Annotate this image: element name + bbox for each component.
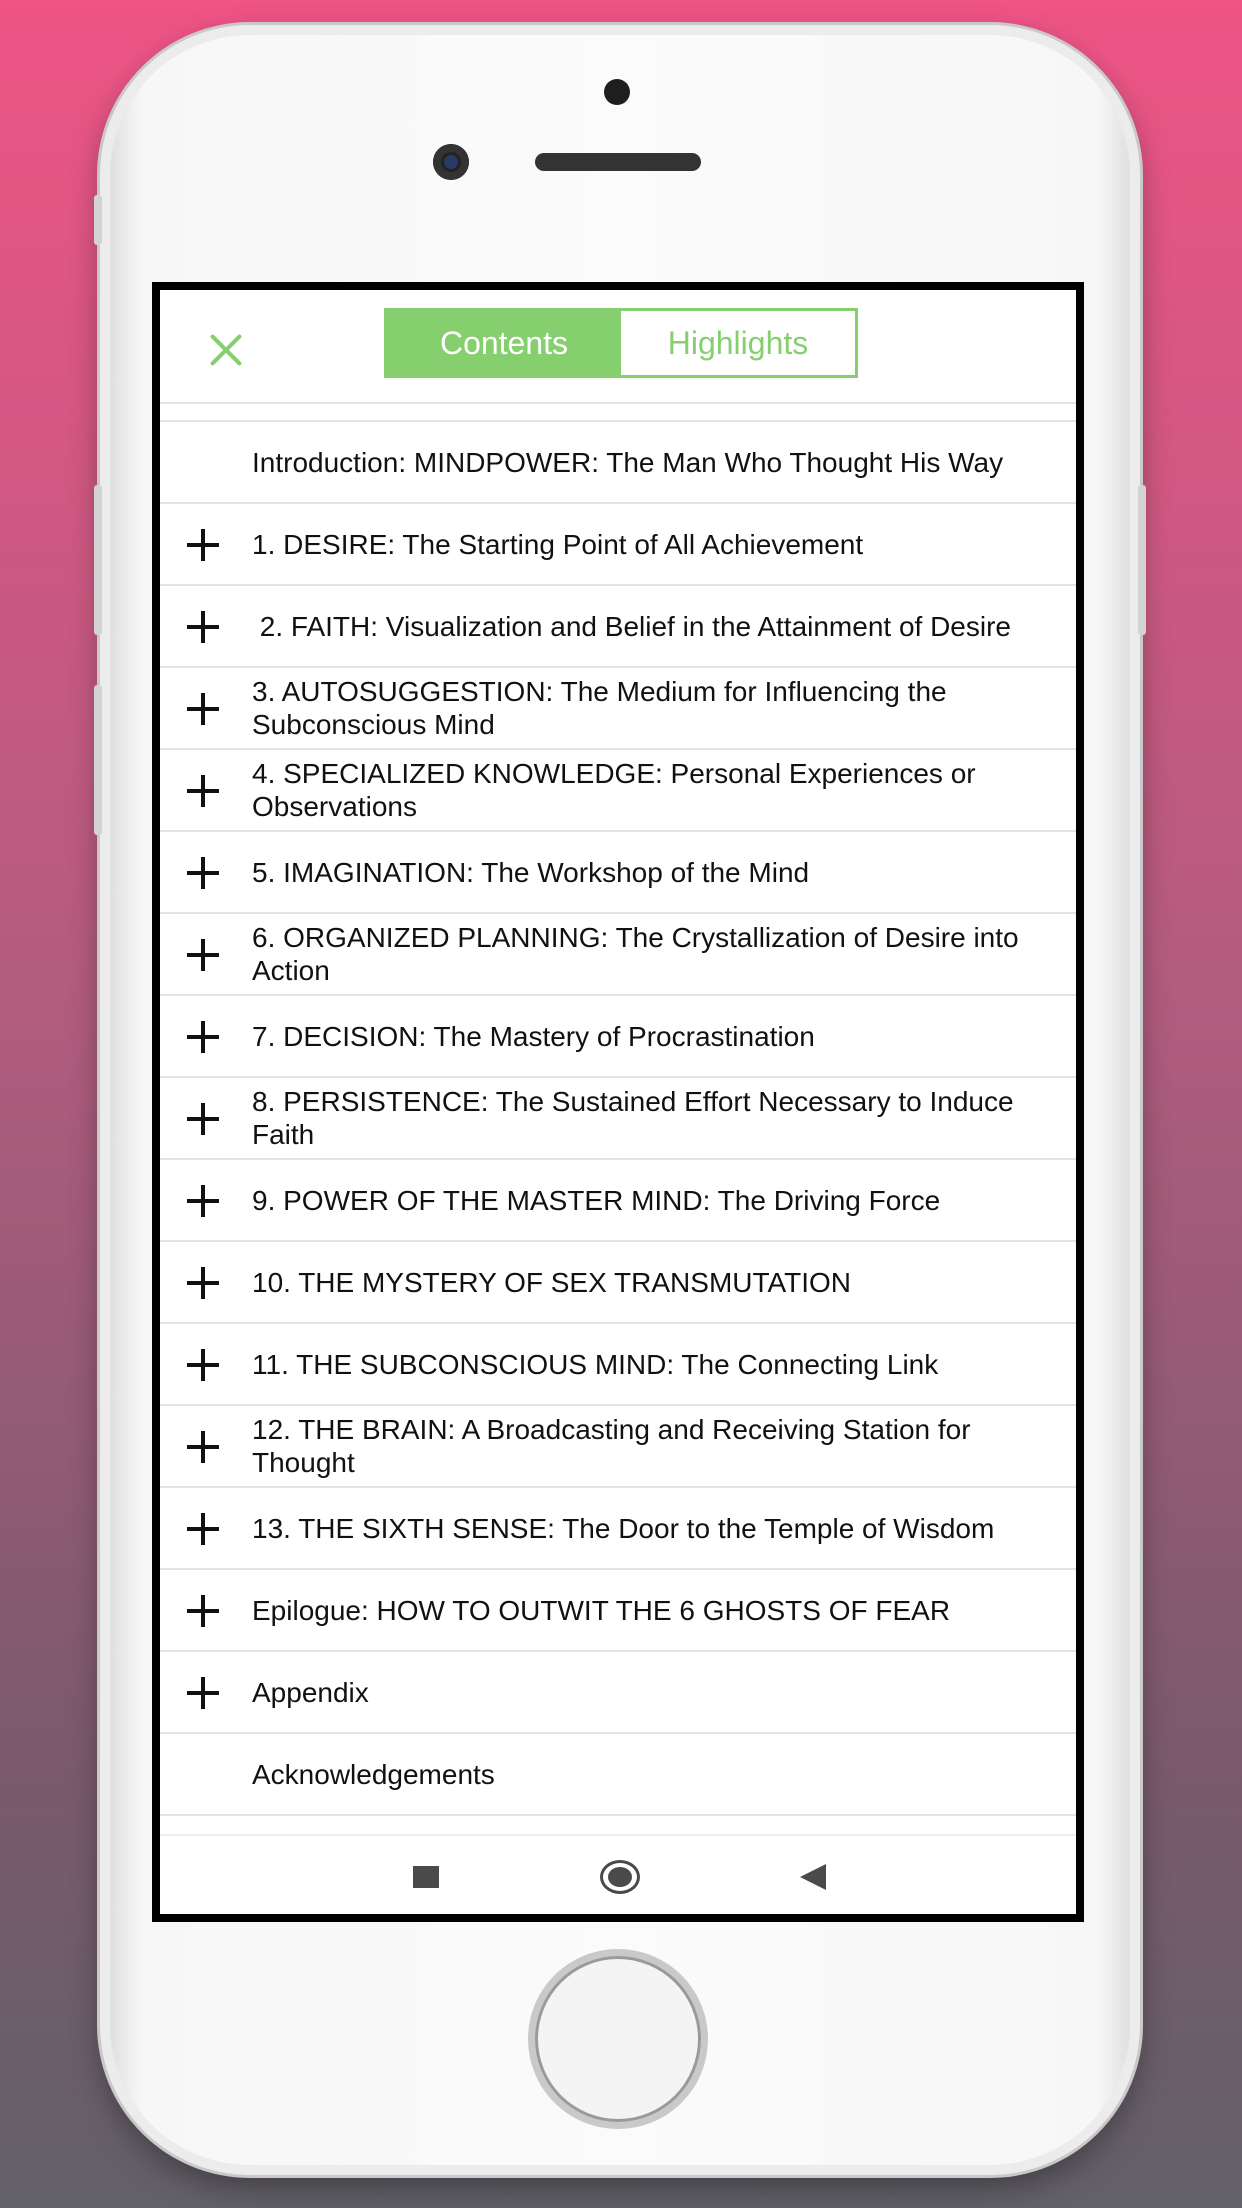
contents-header [160,290,1076,404]
toc-item-chapter-2[interactable] [160,586,1076,668]
expand-plus-icon[interactable] [187,529,219,561]
power-button [1138,485,1146,635]
toc-item-chapter-6[interactable] [160,914,1076,996]
toc-item-appendix[interactable] [160,1652,1076,1734]
expand-plus-icon[interactable] [187,1185,219,1217]
toc-item-chapter-3[interactable] [160,668,1076,750]
expand-plus-icon[interactable] [187,693,219,725]
expand-plus-icon[interactable] [187,1677,219,1709]
tab-switcher [384,308,858,378]
toc-item-chapter-7[interactable] [160,996,1076,1078]
toc-item-chapter-1[interactable] [160,504,1076,586]
toc-item-label: 11. THE SUBCONSCIOUS MIND: The Connecting Link [252,1348,939,1380]
home-button[interactable] [535,1956,701,2122]
toc-item-chapter-4[interactable] [160,750,1076,832]
volume-down-button [94,685,102,835]
toc-item-introduction[interactable] [160,422,1076,504]
toc-item-chapter-5[interactable] [160,832,1076,914]
toc-item-chapter-8[interactable] [160,1078,1076,1160]
toc-item-label: 6. ORGANIZED PLANNING: The Crystallization of Desire into Action [252,922,1025,986]
expand-plus-icon[interactable] [187,857,219,889]
toc-item-label: 2. FAITH: Visualization and Belief in the Attainment of Desire [252,610,1011,642]
toc-item-label: Appendix [252,1676,369,1708]
front-camera [433,144,469,180]
toc-item-epilogue[interactable] [160,1570,1076,1652]
expand-plus-icon[interactable] [187,1595,219,1627]
toc-item-label: 8. PERSISTENCE: The Sustained Effort Necessary to Induce Faith [252,1086,1022,1150]
expand-plus-icon[interactable] [187,1267,219,1299]
toc-item-label: 3. AUTOSUGGESTION: The Medium for Influencing the Subconscious Mind [252,676,955,740]
silent-switch [94,195,102,245]
expand-plus-icon[interactable] [187,1431,219,1463]
toc-item-label: 9. POWER OF THE MASTER MIND: The Driving Force [252,1184,941,1216]
proximity-sensor [604,79,630,105]
home-nav-icon[interactable] [600,1860,640,1894]
toc-item-chapter-11[interactable] [160,1324,1076,1406]
toc-item-acknowledgements[interactable] [160,1734,1076,1816]
expand-plus-icon[interactable] [187,611,219,643]
phone-screen [152,282,1084,1922]
toc-item-chapter-13[interactable] [160,1488,1076,1570]
toc-item-label: 1. DESIRE: The Starting Point of All Achievement [252,528,864,560]
expand-plus-icon[interactable] [187,1513,219,1545]
toc-item-label: Epilogue: HOW TO OUTWIT THE 6 GHOSTS OF FEAR [252,1594,951,1626]
expand-plus-icon[interactable] [187,1021,219,1053]
back-nav-icon[interactable] [800,1864,826,1890]
toc-item-label: 13. THE SIXTH SENSE: The Door to the Temple of Wisdom [252,1512,995,1544]
earpiece-speaker [535,153,701,171]
toc-item-label: 10. THE MYSTERY OF SEX TRANSMUTATION [252,1266,852,1298]
toc-item-label: 7. DECISION: The Mastery of Procrastination [252,1020,815,1052]
toc-item-label: Introduction: MINDPOWER: The Man Who Thought His Way [252,446,1004,478]
expand-plus-icon[interactable] [187,775,219,807]
expand-plus-icon[interactable] [187,1349,219,1381]
toc-item-chapter-10[interactable] [160,1242,1076,1324]
android-nav-bar [160,1834,1076,1914]
app-screen [160,290,1076,1914]
toc-item-chapter-9[interactable] [160,1160,1076,1242]
toc-item-label: Acknowledgements [252,1758,495,1790]
expand-plus-icon[interactable] [187,1103,219,1135]
close-icon[interactable] [208,332,244,368]
toc-item-label: 4. SPECIALIZED KNOWLEDGE: Personal Experiences or Observations [252,758,984,822]
toc-item-label: 12. THE BRAIN: A Broadcasting and Receiving Station for Thought [252,1414,978,1478]
recent-apps-icon[interactable] [413,1866,439,1888]
toc-item-label: 5. IMAGINATION: The Workshop of the Mind [252,856,810,888]
tab-contents[interactable]: Contents [387,311,621,375]
volume-up-button [94,485,102,635]
table-of-contents-list [160,420,1076,1816]
tab-highlights[interactable]: Highlights [621,311,855,375]
toc-item-chapter-12[interactable] [160,1406,1076,1488]
expand-plus-icon[interactable] [187,939,219,971]
